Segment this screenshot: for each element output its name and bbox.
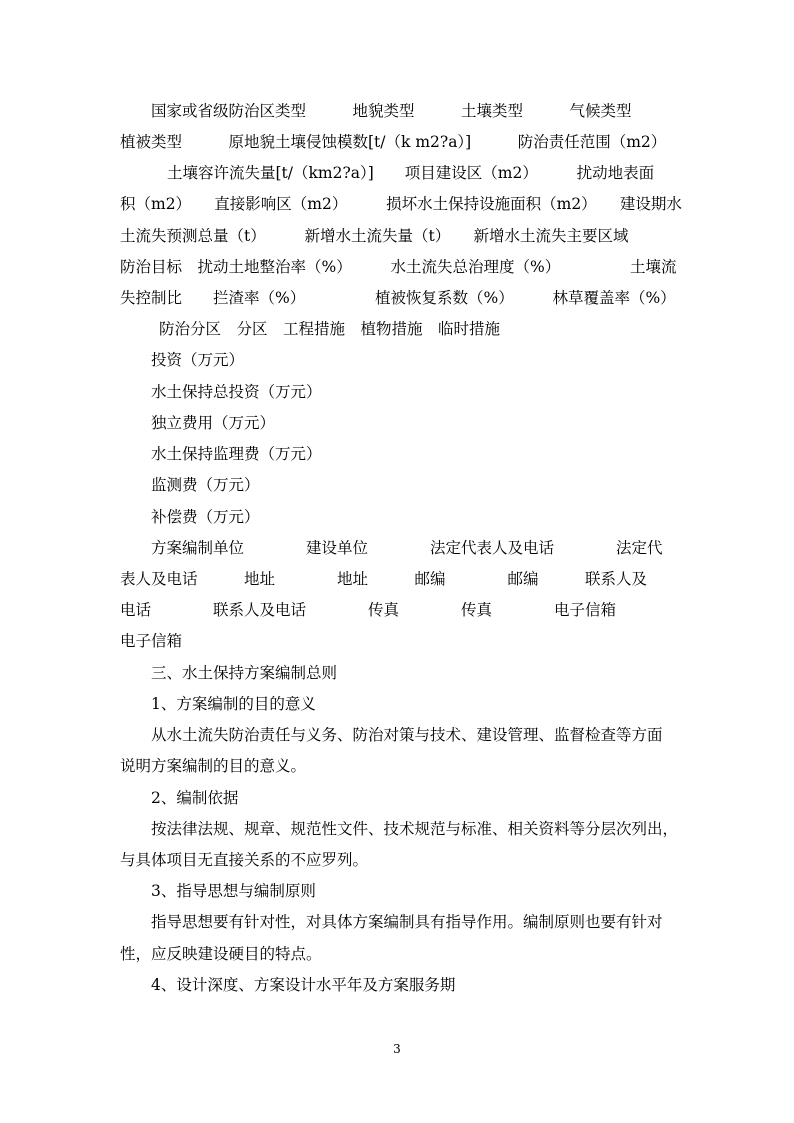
subheading-1: 1、方案编制的目的意义 xyxy=(151,695,316,713)
paragraph-2-line-2: 与具体项目无直接关系的不应罗列。 xyxy=(120,851,369,869)
text-line-5: 土流失预测总量（t） 新增水土流失量（t） 新增水土流失主要区域 xyxy=(120,227,629,245)
text-line-2: 植被类型 原地貌土壤侵蚀模数[t/（k m2?a）] 防治责任范围（m2） xyxy=(120,133,667,151)
text-line-6: 防治目标 扰动土地整治率（%） 水土流失总治理度（%） 土壤流 xyxy=(120,258,677,276)
paragraph-1-line-1: 从水土流失防治责任与义务、防治对策与技术、建设管理、监督检查等方面 xyxy=(151,726,663,744)
subheading-2: 2、编制依据 xyxy=(151,789,239,807)
text-line-14: 补偿费（万元） xyxy=(151,508,260,526)
text-line-3: 土壤容许流失量[t/（km2?a）] 项目建设区（m2） 扰动地表面 xyxy=(167,164,655,182)
text-line-15: 方案编制单位 建设单位 法定代表人及电话 法定代 xyxy=(151,539,663,557)
text-line-1: 国家或省级防治区类型 地貌类型 土壤类型 气候类型 xyxy=(151,102,632,120)
text-line-7: 失控制比 拦渣率（%） 植被恢复系数（%） 林草覆盖率（%） xyxy=(120,289,676,307)
text-line-9: 投资（万元） xyxy=(151,351,245,369)
paragraph-2-line-1: 按法律法规、规章、规范性文件、技术规范与标准、相关资料等分层次列出， xyxy=(151,820,679,838)
section-heading-3: 三、水土保持方案编制总则 xyxy=(151,664,338,682)
text-line-12: 水土保持监理费（万元） xyxy=(151,445,322,463)
paragraph-3-line-1: 指导思想要有针对性，对具体方案编制具有指导作用。编制原则也要有针对 xyxy=(151,913,663,931)
text-line-8: 防治分区 分区 工程措施 植物措施 临时措施 xyxy=(159,320,501,338)
subheading-3: 3、指导思想与编制原则 xyxy=(151,882,316,900)
text-line-18: 电子信箱 xyxy=(120,632,183,650)
text-line-4: 积（m2） 直接影响区（m2） 损坏水土保持设施面积（m2） 建设期水 xyxy=(120,195,682,213)
paragraph-3-line-2: 性，应反映建设硬目的特点。 xyxy=(120,945,322,963)
text-line-13: 监测费（万元） xyxy=(151,476,260,494)
page-number: 3 xyxy=(393,1042,401,1056)
text-line-16: 表人及电话 地址 地址 邮编 邮编 联系人及 xyxy=(120,570,648,588)
text-line-17: 电话 联系人及电话 传真 传真 电子信箱 xyxy=(120,601,617,619)
subheading-4: 4、设计深度、方案设计水平年及方案服务期 xyxy=(151,976,456,994)
text-line-11: 独立费用（万元） xyxy=(151,414,276,432)
text-line-10: 水土保持总投资（万元） xyxy=(151,383,322,401)
paragraph-1-line-2: 说明方案编制的目的意义。 xyxy=(120,757,307,775)
